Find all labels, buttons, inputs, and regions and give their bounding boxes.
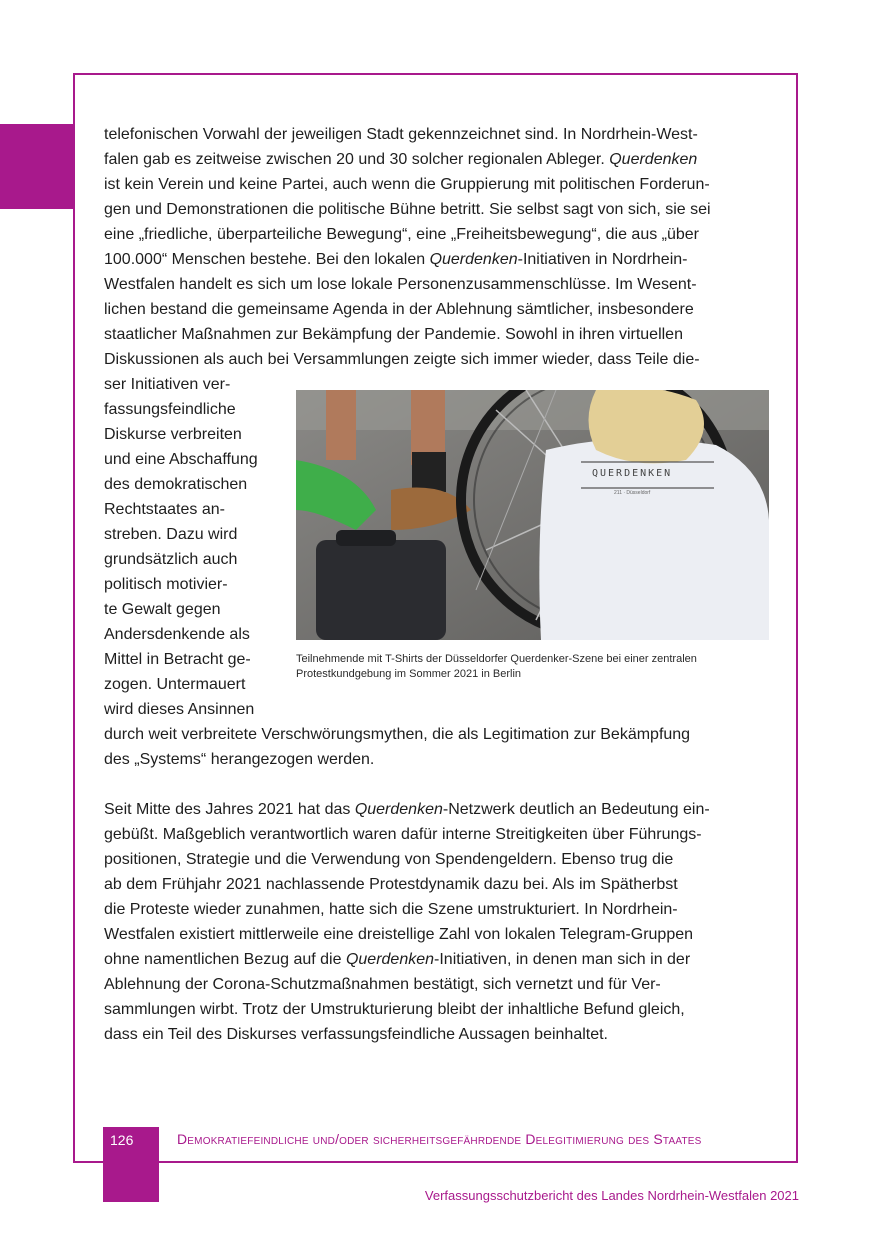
body-line [104, 647, 251, 672]
body-line [104, 272, 697, 297]
body-line-text: ist kein Verein und keine Partei, auch wenn die Gruppierung mit politischen Forderun- [104, 176, 710, 193]
body-line-text-after: -Netzwerk deutlich an Bedeutung ein- [442, 801, 710, 818]
body-line-emphasis: Querdenken [345, 951, 435, 968]
body-line-emphasis: Querdenken [354, 801, 443, 818]
body-line [104, 547, 237, 572]
body-line-text: eine „friedliche, überparteiliche Bewegung“, eine „Freiheitsbewegung“, die aus „über [104, 226, 700, 243]
body-line [104, 422, 242, 447]
body-line-text: des „Systems“ herangezogen werden. [104, 751, 375, 768]
body-line [104, 672, 245, 697]
body-line-text: und eine Abschaffung [104, 451, 258, 468]
body-line-text: politisch motivier- [104, 576, 228, 593]
body-line [104, 372, 230, 397]
body-line [104, 722, 690, 747]
body-line-text: wird dieses Ansinnen [104, 701, 255, 718]
shirt-print-text: QUERDENKEN [592, 468, 673, 479]
body-line [104, 197, 711, 222]
protest-photo [296, 390, 769, 640]
body-line-text: grundsätzlich auch [104, 551, 238, 568]
body-line-text: durch weit verbreitete Verschwörungsmythen, die als Legitimation zur Bekämpfung [104, 726, 691, 743]
body-line [104, 297, 694, 322]
body-line-text: zogen. Untermauert [104, 676, 246, 693]
side-marker-tab [0, 124, 73, 209]
body-line [104, 147, 697, 172]
body-line-text: dass ein Teil des Diskurses verfassungsfeindliche Aussagen beinhaltet. [104, 1026, 608, 1043]
page-number: 126 [110, 1132, 134, 1148]
body-line-text: te Gewalt gegen [104, 601, 221, 618]
body-line [104, 947, 690, 972]
body-line-text-after: -Initiativen in Nordrhein- [517, 251, 688, 268]
body-line-text: Seit Mitte des Jahres 2021 hat das [104, 801, 355, 818]
body-line [104, 1022, 608, 1047]
body-line-text: fassungsfeindliche [104, 401, 236, 418]
body-line [104, 972, 661, 997]
body-line [104, 347, 700, 372]
body-line-text: Ablehnung der Corona-Schutzmaßnahmen bestätigt, sich vernetzt und für Ver- [104, 976, 661, 993]
body-line-text: Mittel in Betracht ge- [104, 651, 251, 668]
body-line-text: Westfalen handelt es sich um lose lokale Personenzusammenschlüsse. Im Wesent- [104, 276, 697, 293]
body-line-text: ohne namentlichen Bezug auf die [104, 951, 346, 968]
body-line-text: gen und Demonstrationen die politische Bühne betritt. Sie selbst sagt von sich, sie sei [104, 201, 711, 218]
body-line-text: falen gab es zeitweise zwischen 20 und 30 solcher regionalen Ableger. [104, 151, 610, 168]
body-line [104, 472, 247, 497]
protest-photo-illustration [296, 390, 769, 640]
body-line [104, 122, 698, 147]
body-line [104, 922, 693, 947]
body-line-text: 100.000“ Menschen bestehe. Bei den lokalen [104, 251, 430, 268]
body-line [104, 447, 258, 472]
body-line [104, 747, 374, 772]
body-line-text: lichen bestand die gemeinsame Agenda in der Ablehnung sämtlicher, insbesondere [104, 301, 694, 318]
publication-footer: Verfassungsschutzbericht des Landes Nordrhein-Westfalen 2021 [424, 1188, 799, 1203]
body-line-emphasis: Querdenken [609, 151, 698, 168]
body-line [104, 822, 702, 847]
body-line-text: ab dem Frühjahr 2021 nachlassende Protestdynamik dazu bei. Als im Spätherbst [104, 876, 678, 893]
body-line-text: telefonischen Vorwahl der jeweiligen Stadt gekennzeichnet sind. In Nordrhein-West- [104, 126, 698, 143]
body-line-text: Diskurse verbreiten [104, 426, 242, 443]
body-line-text: die Proteste wieder zunahmen, hatte sich die Szene umstrukturiert. In Nordrhein- [104, 901, 678, 918]
body-line-text: streben. Dazu wird [104, 526, 238, 543]
body-line-text: Westfalen existiert mittlerweile eine dreistellige Zahl von lokalen Telegram-Gruppen [104, 926, 694, 943]
body-line-text: staatlicher Maßnahmen zur Bekämpfung der Pandemie. Sowohl in ihren virtuellen [104, 326, 683, 343]
figure-caption-line-1: Teilnehmende mit T-Shirts der Düsseldorfer Querdenker-Szene bei einer zentralen [296, 653, 697, 665]
body-line [104, 897, 678, 922]
body-line [104, 997, 685, 1022]
body-line-emphasis: Querdenken [429, 251, 518, 268]
body-line-text: Diskussionen als auch bei Versammlungen zeigte sich immer wieder, dass Teile die- [104, 351, 700, 368]
body-line [104, 522, 237, 547]
body-line-text: Rechtstaates an- [104, 501, 225, 518]
body-line [104, 322, 683, 347]
body-line-text: gebüßt. Maßgeblich verantwortlich waren dafür interne Streitigkeiten über Führungs- [104, 826, 702, 843]
body-line-text: ser Initiativen ver- [104, 376, 231, 393]
running-head: Demokratiefeindliche und/oder sicherheitsgefährdende Delegitimierung des Staates [177, 1131, 702, 1147]
body-line [104, 872, 678, 897]
body-line [104, 797, 710, 822]
body-line-text: sammlungen wirbt. Trotz der Umstrukturierung bleibt der inhaltliche Befund gleich, [104, 1001, 685, 1018]
body-line [104, 697, 254, 722]
body-line [104, 222, 699, 247]
body-line [104, 597, 221, 622]
body-line [104, 572, 228, 597]
body-line-text: des demokratischen [104, 476, 248, 493]
shirt-print-subtext: 211 · Düsseldorf [614, 490, 651, 496]
body-line [104, 247, 687, 272]
body-line [104, 847, 673, 872]
body-line [104, 622, 250, 647]
figure-caption-line-2: Protestkundgebung im Sommer 2021 in Berlin [296, 668, 522, 680]
body-line-text: Andersdenkende als [104, 626, 250, 643]
body-line [104, 172, 710, 197]
body-line [104, 497, 225, 522]
body-line [104, 397, 236, 422]
body-line-text-after: -Initiativen, in denen man sich in der [434, 951, 691, 968]
body-line-text: positionen, Strategie und die Verwendung von Spendengeldern. Ebenso trug die [104, 851, 674, 868]
